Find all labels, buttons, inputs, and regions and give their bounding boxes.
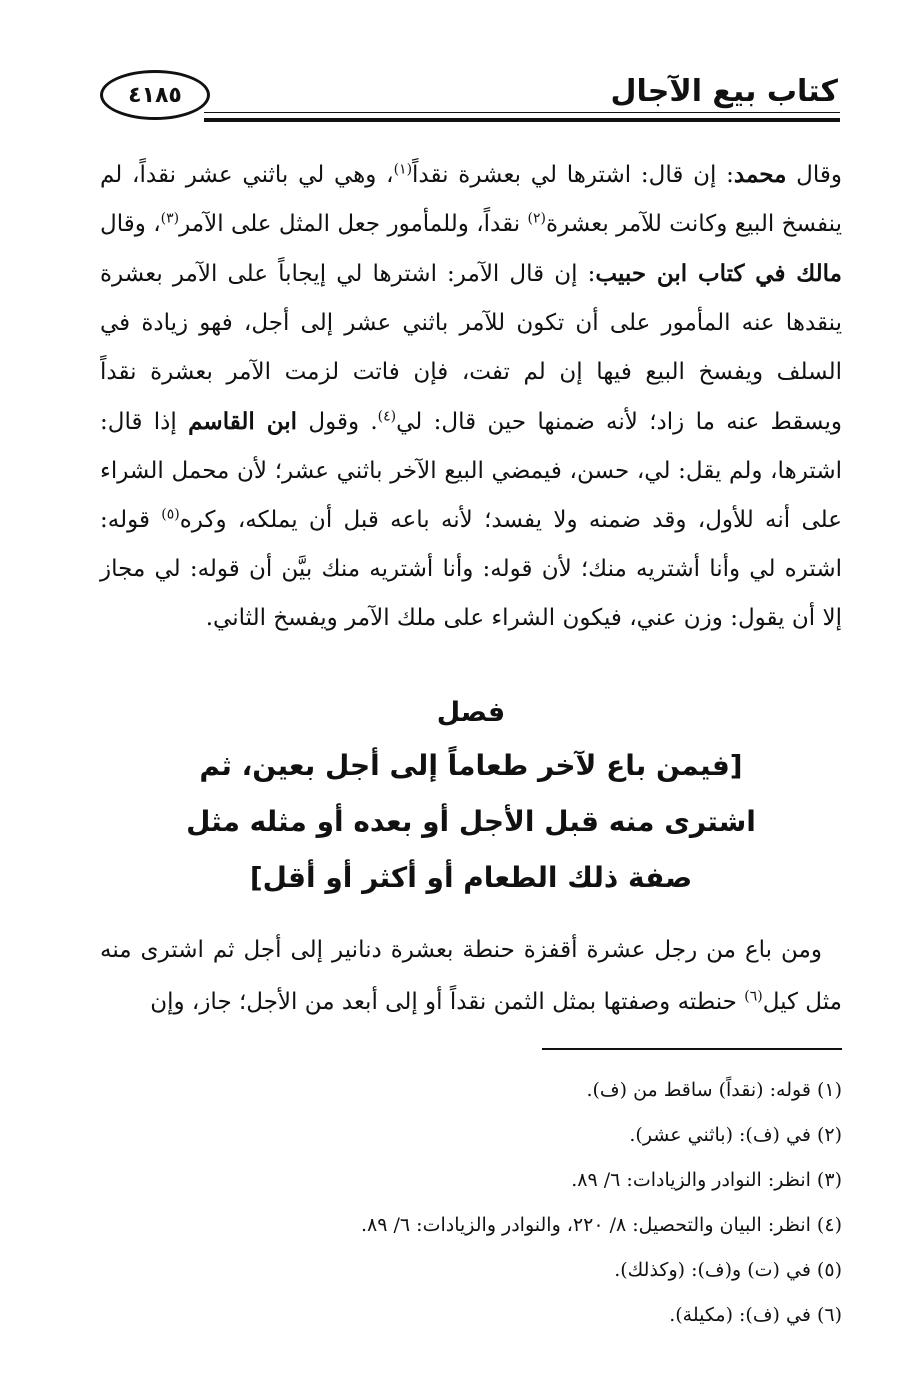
footnote-3: (٣) انظر: النوادر والزيادات: ٦/ ٨٩. (571, 1169, 842, 1191)
footnote-ref-2: (٢) (527, 210, 547, 227)
text-run: ومن باع من رجل عشرة أقفزة حنطة بعشرة دنانير إلى أجل ثم اشترى منه مثل كيل (100, 937, 842, 1015)
text-run: وقال (786, 162, 842, 188)
footnote-1: (١) قوله: (نقداً) ساقط من (ف). (586, 1079, 842, 1101)
section-title: فصل (436, 697, 506, 728)
paragraph-1 (100, 150, 842, 643)
section-subtitle-line-3: صفة ذلك الطعام أو أكثر أو أقل] (249, 861, 693, 894)
text-run: ، وهي لي باثني عشر نقداً، لم ينفسخ البيع وكانت للآمر بعشرة (100, 162, 842, 237)
page-header (98, 62, 840, 126)
footnote-5: (٥) في (ت) و(ف): (وكذلك). (614, 1259, 842, 1281)
scholar-name-muhammad: محمد (733, 161, 787, 188)
header-rule (204, 118, 840, 122)
footnote-ref-5: (٥) (161, 506, 180, 523)
footnote-ref-1: (١) (393, 161, 413, 178)
section-heading (100, 688, 842, 906)
footnote-6: (٦) في (ف): (مكيلة). (669, 1304, 842, 1326)
text-run: حنطته وصفتها بمثل الثمن نقداً أو إلى أبعد من الأجل؛ جاز، وإن (150, 989, 745, 1015)
footnote-separator (542, 1048, 842, 1050)
header-rule-thin (204, 112, 840, 113)
page-number: ٤١٨٥ (100, 70, 210, 120)
main-paragraph (100, 150, 842, 643)
scholar-name-ibn-alqasim: ابن القاسم (188, 408, 298, 435)
text-run: إذا قال: اشترها، ولم يقل: لي، حسن، فيمضي البيع الآخر باثني عشر؛ لأن محمل الشراء على أنه للأول، وقد ضمنه ولا يفسد؛ لأنه باعه قبل أن يملكه، وكره (100, 409, 842, 533)
footnote-4: (٤) انظر: البيان والتحصيل: ٨/ ٢٢٠، والنوادر والزيادات: ٦/ ٨٩. (360, 1214, 842, 1236)
section-subtitle-line-1: [فيمن باع لآخر طعاماً إلى أجل بعين، ثم (199, 749, 743, 782)
footnote-ref-3: (٣) (160, 210, 180, 227)
section-subtitle-line-2: اشترى منه قبل الأجل أو بعده أو مثله مثل (186, 805, 756, 838)
text-run: : إن قال الآمر: اشترها لي إيجاباً على الآمر بعشرة ينقدها عنه المأمور على أن تكون للآمر باثني عشر إلى أجل، فهو زيادة في السلف ويفسخ البيع فيها إن لم تفت، فإن فاتت لزمت الآمر بعشرة نقداً ويسقط عنه ما زاد؛ لأنه ضمنها حين قال: لي (100, 261, 842, 435)
text-run: . وقول (297, 409, 378, 435)
second-paragraph (100, 924, 842, 1028)
text-run: نقداً، وللمأمور جعل المثل على الآمر (179, 211, 528, 237)
scholar-name-malik: مالك في كتاب ابن حبيب (595, 260, 842, 287)
text-run: ، وقال (100, 211, 161, 237)
footnote-2: (٢) في (ف): (باثني عشر). (629, 1124, 842, 1146)
footnote-ref-4: (٤) (377, 408, 397, 425)
footnotes (100, 1068, 842, 1338)
paragraph-2 (100, 924, 842, 1028)
book-title: كتاب بيع الآجال (610, 74, 838, 109)
text-run: قوله: اشتره لي وأنا أشتريه منك؛ لأن قوله: وأنا أشتريه منك بيَّن أن قوله: لي مجاز إلا أن يقول: وزن عني، فيكون الشراء على ملك الآمر ويفسخ الثاني. (100, 507, 842, 631)
footnote-ref-6: (٦) (744, 988, 763, 1005)
text-run: : إن قال: اشترها لي بعشرة نقداً (412, 162, 734, 188)
